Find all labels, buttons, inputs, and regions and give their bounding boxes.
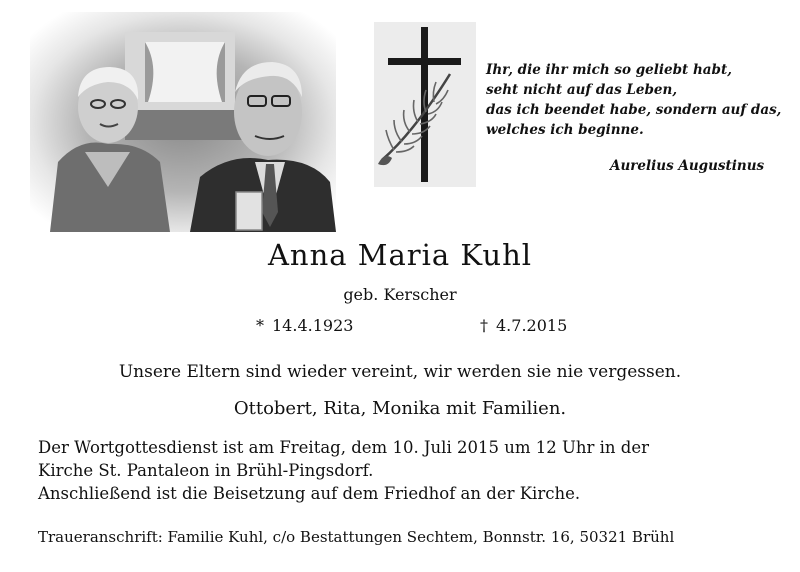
maiden-name: geb. Kerscher [343,285,457,304]
poem-author: Aurelius Augustinus [610,158,765,174]
service-line: Kirche St. Pantaleon in Brühl-Pingsdorf. [38,461,374,480]
couple-photo [30,12,336,232]
family-names: Ottobert, Rita, Monika mit Familien. [233,398,567,419]
death-date-line [480,316,567,335]
verse-text: Unsere Eltern sind wieder vereint, wir werden sie nie vergessen. [118,362,682,382]
service-line: Anschließend ist die Beisetzung auf dem Friedhof an der Kirche. [38,484,581,503]
birth-date-line [256,316,353,335]
poem-line: das ich beendet habe, sondern auf das, [486,102,782,118]
cross-with-palm-icon [374,22,476,187]
death-date: 4.7.2015 [496,316,568,335]
poem [486,60,786,140]
poem-line: seht nicht auf das Leben, [486,82,678,98]
poem-line: welches ich beginne. [486,122,644,138]
mourning-address: Traueranschrift: Familie Kuhl, c/o Bestattungen Sechtem, Bonnstr. 16, 50321 Brühl [38,528,675,546]
birth-date: 14.4.1923 [272,316,354,335]
death-cross-icon: † [480,316,488,335]
birth-star-icon: * [256,316,264,335]
poem-line: Ihr, die ihr mich so geliebt habt, [486,62,732,78]
service-line: Der Wortgottesdienst ist am Freitag, dem 10. Juli 2015 um 12 Uhr in der [38,438,649,457]
deceased-name: Anna Maria Kuhl [267,238,533,272]
service-info [38,436,783,505]
